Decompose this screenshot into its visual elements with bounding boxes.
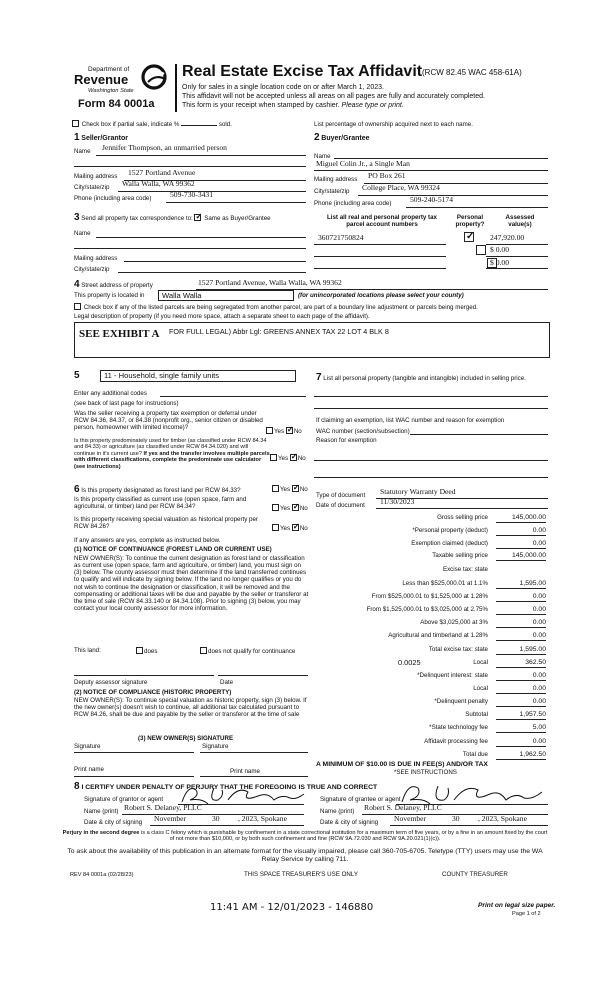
- corr-city-line[interactable]: [118, 272, 306, 273]
- correspondence-heading: 3 Send all property tax correspondence to: ✓ Same as Buyer/Grantee: [74, 212, 314, 224]
- deputy-sig-label: Deputy assessor signature: [74, 679, 148, 686]
- s5-q1-no[interactable]: [286, 427, 293, 434]
- buyer-phone-label: Phone (including area code): [314, 200, 392, 207]
- buyer-phone-line: [406, 207, 548, 208]
- s6-q2: Is this property classified as current use (open space, farm and agricultural, or timber) land per RCW 84.34?: [74, 496, 247, 511]
- page-number: Page 1 of 2: [512, 911, 541, 917]
- s5-q1-yes[interactable]: [266, 427, 273, 434]
- name-grantor[interactable]: Robert S. Delaney, PLLC: [124, 803, 202, 812]
- s6-q3-no[interactable]: [292, 524, 299, 531]
- street-address[interactable]: 1527 Portland Avenue, Walla Walla, WA 99362: [198, 278, 342, 287]
- s6-q2-answer: Yes ✓ No: [272, 504, 308, 512]
- s6-q3-answer: Yes ✓ No: [272, 524, 308, 532]
- assessed-value-2[interactable]: $ 0.00: [490, 245, 509, 254]
- name-grantee-label: Name (print): [320, 808, 355, 815]
- alt-format-notice: To ask about the availability of this publication in an alternate format for the visually impaired, please call 360-705-6705. Teletype (TTY) users may use the WA Relay Service by calling 711.: [67, 848, 543, 863]
- seller-name-label: Name: [74, 148, 91, 155]
- tax-row: Agricultural and timberland at 1.28% 0.00: [388, 632, 546, 639]
- s6-q2-yes[interactable]: [272, 504, 279, 511]
- seller-name-line: [96, 155, 306, 156]
- s7-personal: 7 List all personal property (tangible and intangible) included in selling price.: [316, 372, 526, 383]
- s5-q2-no[interactable]: [290, 454, 297, 461]
- s6-if-yes: If any answers are yes, complete as instructed below.: [74, 537, 221, 544]
- tax-row: Taxable selling price 145,000.00: [432, 552, 546, 559]
- assessed-value-3[interactable]: $ 0.00: [490, 258, 509, 267]
- see-back-note: (see back of last page for instructions): [74, 400, 179, 407]
- seller-name-line-2: [74, 166, 306, 167]
- doc-date-label: Date of document: [316, 502, 365, 509]
- assessed-col-header: Assessed value(s): [505, 214, 535, 229]
- located-label: This property is located in: [74, 292, 145, 299]
- notice2-heading: (2) NOTICE OF COMPLIANCE (HISTORIC PROPERTY): [74, 689, 232, 696]
- seller-phone-line: [166, 202, 306, 203]
- tax-row: Above $3,025,000 at 3% 0.00: [420, 619, 546, 626]
- s5-q2-yes[interactable]: [270, 454, 277, 461]
- parcel-line-1: [314, 244, 446, 245]
- seller-phone[interactable]: 509-730-3431: [170, 190, 214, 199]
- date-grantee-label: Date & city of signing: [320, 819, 379, 826]
- personal-prop-line-2[interactable]: [314, 408, 548, 409]
- buyer-mail-label: Mailing address: [314, 176, 358, 183]
- s5-q2-answer: Yes ✓ No: [270, 454, 306, 462]
- date-grantee-line: [390, 825, 548, 826]
- minimum-due-note: A MINIMUM OF $10.00 IS DUE IN FEE(S) AND/OR TAX: [316, 761, 488, 768]
- s6-q1-no[interactable]: [292, 485, 299, 492]
- tax-row: Total excise tax: state 1,595.00: [428, 646, 546, 653]
- date-grantee-day[interactable]: 30: [452, 814, 460, 823]
- legal-small: FOR FULL LEGAL) Abbr Lgl: GREENS ANNEX TAX 22 LOT 4 BLK 8: [169, 327, 389, 336]
- notice1-text: NEW OWNER(S): To continue the current designation as forest land or classification as current use (open space, farm and agriculture, or timber) land, you must sign on (3) below. The county assessor must then determine if the land transferred continues to qualify and will indicate by signing below. If the land no longer qualifies or you do not wish to continue the designation or classification, it will be removed and the compensating or additional taxes will be due and payable by the seller or transferor at the time of sale (RCW 84.33.140 or 84.34.108). Prior to signing (3) below, you may contact your local county assessor for more information.: [74, 555, 309, 612]
- land-does-checkbox[interactable]: [136, 647, 143, 654]
- personal-prop-line-1[interactable]: [314, 396, 548, 397]
- land-label: This land:: [74, 647, 101, 654]
- legal-paper-note: Print on legal size paper.: [478, 902, 556, 909]
- owner-sig-line-1[interactable]: [74, 752, 194, 753]
- seller-mail-label: Mailing address: [74, 173, 118, 180]
- form-number: Form 84 0001a: [78, 98, 155, 110]
- name-grantor-label: Name (print): [84, 808, 119, 815]
- date-grantor-month[interactable]: November: [154, 814, 187, 823]
- personal-checkbox-2[interactable]: [476, 245, 486, 255]
- legal-big: SEE EXHIBIT A: [79, 328, 160, 340]
- assessed-line-3: [486, 268, 548, 269]
- corr-mail-line[interactable]: [124, 261, 306, 262]
- tax-row: Total due 1,962.50: [462, 751, 546, 758]
- form-title: Real Estate Excise Tax Affidavit: [182, 63, 423, 80]
- use-code-select[interactable]: 11 - Household, single family units: [100, 370, 296, 382]
- partial-percent-field[interactable]: [181, 120, 217, 126]
- exempt-label: If claiming an exemption, list WAC number and reason for exemption: [316, 417, 505, 424]
- personal-col-header: Personal property?: [455, 214, 485, 229]
- corr-name-label: Name: [74, 230, 91, 237]
- seller-phone-label: Phone (including area code): [74, 195, 152, 202]
- land-does: does: [136, 647, 157, 655]
- doc-type-label: Type of document: [316, 492, 366, 499]
- seller-heading: 1 Seller/Grantor: [74, 132, 128, 143]
- buyer-name[interactable]: Miguel Colin Jr., a Single Man: [316, 159, 410, 168]
- revision: REV 84 0001a (02/28/23): [70, 872, 134, 878]
- boundary-row: Check box if any of the listed parcels are being segregated from another parcel, are part of a boundary line adjustment or parcels being merged.: [74, 303, 550, 311]
- buyer-city[interactable]: College Place, WA 99324: [362, 183, 440, 192]
- tax-row: Local 0.00: [473, 685, 546, 692]
- doc-type[interactable]: Statutory Warranty Deed: [380, 487, 456, 496]
- tax-row: From $525,000.01 to $1,525,000 at 1.28% 0.00: [371, 593, 546, 600]
- owner-sig-line-2[interactable]: [200, 752, 308, 753]
- deputy-sig-line[interactable]: [74, 675, 214, 676]
- legal-label: Legal description of property (if you need more space, attach a separate sheet to each page of the affidavit).: [74, 313, 370, 320]
- doc-date-line: [376, 508, 548, 509]
- assessed-line-2: [486, 256, 548, 257]
- owner-print-line-2[interactable]: [200, 776, 308, 777]
- seller-mail[interactable]: 1527 Portland Avenue: [128, 168, 196, 177]
- land-does-not: does not qualify for continuance: [200, 647, 295, 655]
- tax-row: Less than $525,000.01 at 1.1% 1,595.00: [402, 580, 546, 587]
- county-treasurer: COUNTY TREASURER: [442, 871, 508, 878]
- corr-city-label: City/state/zip: [74, 266, 110, 273]
- date-grantee-month[interactable]: November: [394, 814, 427, 823]
- corr-name-line[interactable]: [96, 237, 306, 238]
- s5-q1: Was the seller receiving a property tax exemption or deferral under RCW 84.36, 84.37, or 84.38 (nonprofit org., senior citizen or disabled person, homeowner with limited income)?: [74, 410, 263, 432]
- date-grantor-city[interactable]: , 2023, Spokane: [238, 814, 287, 823]
- deputy-date-line[interactable]: [218, 675, 308, 676]
- dept-state: Washington State: [88, 88, 134, 94]
- s5-q1-answer: Yes ✓ No: [266, 427, 302, 435]
- owner-sig-label-1: Signature: [74, 743, 101, 750]
- seller-city[interactable]: Walla Walla, WA 99362: [122, 179, 195, 188]
- seller-city-label: City/state/zip: [74, 184, 110, 191]
- tax-row: From $1,525,000.01 to $3,025,000 at 2.75% 0.00: [366, 606, 546, 613]
- deputy-date-label: Date: [220, 679, 234, 686]
- notice2-text: NEW OWNER(S): To continue special valuation as historic property, sign (3) below. If the new owner(s) doesn't wish to continue, all additional tax calculated pursuant to RCW 84.26, shall be due and payable by the seller or transferor at the time of sale: [74, 697, 307, 719]
- parcel-line-3[interactable]: [314, 268, 446, 269]
- owner-print-label-2: Print name: [230, 768, 260, 775]
- wac-line[interactable]: [410, 434, 548, 435]
- legal-description-box[interactable]: [74, 322, 550, 358]
- s6-q1-yes[interactable]: [272, 485, 279, 492]
- name-grantee[interactable]: Robert S. Delaney, PLLC: [364, 803, 442, 812]
- buyer-heading: 2 Buyer/Grantee: [314, 132, 370, 143]
- sig-grantor-label: Signature of grantor or agent: [84, 796, 164, 803]
- revenue-swirl-icon: [140, 64, 168, 90]
- tax-row: Gross selling price 145,000.00: [437, 514, 546, 521]
- date-grantor-line: [150, 825, 304, 826]
- s6-q1: 6 Is this property designated as forest land per RCW 84.33?: [74, 484, 241, 495]
- certify-row: 8 I CERTIFY UNDER PENALTY OF PERJURY THAT THE FOREGOING IS TRUE AND CORRECT: [74, 781, 378, 792]
- s5-q2: Is this property predominately used for timber (as classified under RCW 84.34 and 84.33) or agriculture (as classified under RCW 84.34.020) and will continue in it's current use? If yes and the transfer involves multiple parcels with different classifications, complete the predominate use calculator (see instructions): [74, 438, 270, 470]
- treasurer-use-only: THIS SPACE TREASURER'S USE ONLY: [244, 871, 358, 878]
- section-5-num: 5: [74, 370, 80, 381]
- parcel-col-header: List all real and personal property tax parcel account numbers: [326, 214, 438, 229]
- sig-grantee-label: Signature of grantee or agent: [320, 796, 401, 803]
- see-instructions: *SEE INSTRUCTIONS: [394, 769, 457, 776]
- buyer-mail[interactable]: PO Box 261: [368, 171, 406, 180]
- tax-row: *State technology fee 5.00: [429, 724, 546, 731]
- header-note-1: Only for sales in a single location code on or after March 1, 2023.: [182, 84, 384, 91]
- s6-q3: Is this property receiving special valuation as historical property per RCW 84.26?: [74, 516, 258, 531]
- boundary-checkbox[interactable]: [74, 303, 81, 310]
- partial-sale-checkbox[interactable]: [72, 120, 79, 127]
- percentage-note: List percentage of ownership acquired next to each name.: [314, 121, 473, 128]
- doc-date[interactable]: 11/30/2023: [380, 497, 415, 506]
- reason-line-1[interactable]: [314, 460, 548, 461]
- tax-row: Local 362.50: [473, 659, 546, 666]
- corr-name-line-2: [74, 248, 306, 249]
- s6-q3-yes[interactable]: [272, 524, 279, 531]
- owner-print-label-1: Print name: [74, 766, 104, 773]
- buyer-name-line-2: [314, 170, 548, 171]
- buyer-phone[interactable]: 509-240-5174: [410, 195, 454, 204]
- parcel-line-2[interactable]: [314, 256, 446, 257]
- perjury-notice: Perjury in the second degree is a class C felony which is punishable by confinement in a state correctional institution for a maximum term of five years, or by a fine in an amount fixed by the court of not more than $10,000, or by both such confinement and fine (RCW 9A.72.030 and RCW 9A.20.021(1)(c)).: [62, 830, 548, 843]
- additional-codes-line[interactable]: [160, 396, 306, 397]
- buyer-city-label: City/state/zip: [314, 188, 350, 195]
- date-grantee-city[interactable]: , 2023, Spokane: [478, 814, 527, 823]
- dept-line: Department of: [88, 66, 130, 73]
- corr-mail-label: Mailing address: [74, 255, 118, 262]
- form-title-rcw: (RCW 82.45 WAC 458-61A): [422, 68, 522, 77]
- reason-label: Reason for exemption: [316, 437, 377, 444]
- header-note-2: This affidavit will not be accepted unless all areas on all pages are fully and accurately completed.: [182, 93, 485, 100]
- date-grantor-label: Date & city of signing: [84, 819, 143, 826]
- tax-row: Affidavit processing fee 0.00: [424, 738, 546, 745]
- parcel-number-1[interactable]: 360721750824: [318, 233, 364, 242]
- additional-codes-label: Enter any additional codes: [74, 390, 147, 397]
- reason-line-2[interactable]: [314, 477, 548, 478]
- tax-row: *Delinquent interest: state 0.00: [417, 672, 546, 679]
- location-select[interactable]: Walla Walla: [158, 290, 294, 301]
- tax-row: Excise tax: state: [442, 566, 488, 573]
- owner-print-line-1[interactable]: [74, 776, 194, 777]
- assessed-value-1[interactable]: 247,920.00: [490, 233, 525, 242]
- buyer-name-label: Name: [314, 153, 331, 160]
- located-note: (for unincorporated locations please select your county): [298, 292, 464, 299]
- notice1-heading: (1) NOTICE OF CONTINUANCE (FOREST LAND OR CURRENT USE): [74, 546, 272, 553]
- s6-q1-answer: Yes ✓ No: [272, 485, 308, 493]
- same-as-buyer-checkbox[interactable]: [194, 214, 201, 221]
- recording-stamp: 11:41 AM - 12/01/2023 - 146880: [210, 902, 374, 913]
- wac-label: WAC number (section/subsection): [316, 428, 410, 435]
- date-grantor-day[interactable]: 30: [212, 814, 220, 823]
- tax-row: *Delinquent penalty 0.00: [434, 698, 546, 705]
- notice3-heading: (3) NEW OWNER(S) SIGNATURE: [138, 735, 234, 742]
- tax-row: Exemption claimed (deduct) 0.00: [411, 540, 546, 547]
- land-does-not-checkbox[interactable]: [200, 647, 207, 654]
- personal-checkbox-1[interactable]: [464, 232, 474, 242]
- street-label-row: 4 Street address of property: [74, 279, 153, 290]
- dept-name: Revenue: [74, 72, 129, 87]
- owner-sig-label-2: Signature: [202, 743, 229, 750]
- partial-sale-row: Check box if partial sale, indicate % sold.: [72, 120, 312, 128]
- tax-row: Subtotal 1,957.50: [465, 711, 546, 718]
- seller-name[interactable]: Jennifer Thompson, an unmarried person: [102, 143, 227, 152]
- header-note-3: This form is your receipt when stamped by cashier. Please type or print.: [182, 102, 404, 109]
- s6-q2-no[interactable]: [292, 504, 299, 511]
- header-divider: [175, 64, 177, 112]
- tax-row: *Personal property (deduct) 0.00: [412, 527, 546, 534]
- local-rate: 0.0025: [398, 658, 421, 667]
